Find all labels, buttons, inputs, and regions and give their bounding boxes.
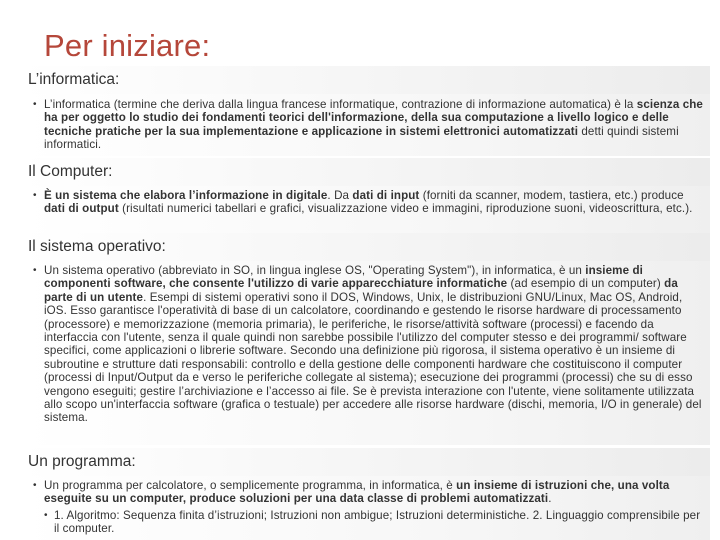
text-run: detti quindi sistemi informatici. bbox=[44, 124, 679, 152]
bullet-text bbox=[22, 479, 710, 506]
bold-text-run: scienza che ha per oggetto lo studio dei fondamenti teorici dell'informazione, della sua computazione a livello logico e delle tecniche pratiche per la sua implementazione e applicazione in sistemi elettronici automatizzati bbox=[44, 98, 703, 138]
section-sistema-operativo bbox=[22, 233, 710, 445]
section-programma bbox=[22, 448, 710, 540]
bold-text-run: insieme di componenti software, che consente l'utilizzo di varie apparecchiature informatiche bbox=[44, 264, 643, 291]
section-informatica bbox=[22, 66, 710, 156]
text-run: . Da bbox=[327, 189, 353, 202]
bold-text-run: dati di input bbox=[352, 189, 420, 202]
text-run: L’informatica (termine che deriva dalla lingua francese informatique, contrazione di informazione automatica) è la bbox=[44, 98, 637, 111]
text-run: 1. Algoritmo: Sequenza finita d’istruzioni; Istruzioni non ambigue; Istruzioni deterministiche. 2. Linguaggio comprensibile per il computer. bbox=[54, 508, 701, 536]
text-run: . bbox=[548, 492, 552, 506]
text-run: (forniti da scanner, modem, tastiera, etc.) produce bbox=[419, 189, 684, 202]
bullet-text bbox=[22, 189, 710, 216]
section-computer bbox=[22, 158, 710, 234]
bullet-text bbox=[22, 264, 710, 425]
sub-bullet-text bbox=[22, 509, 710, 536]
text-run: Un sistema operativo (abbreviato in SO, in lingua inglese OS, "Operating System"), in informatica, è un bbox=[44, 264, 586, 277]
bold-text-run: da parte di un utente bbox=[44, 277, 678, 304]
section-heading: Il sistema operativo: bbox=[22, 233, 710, 261]
text-run: (ad esempio di un computer) bbox=[507, 277, 665, 291]
section-heading: Il Computer: bbox=[22, 158, 710, 186]
bold-text-run: È un sistema che elabora l’informazione in digitale bbox=[44, 189, 328, 202]
slide-title: Per iniziare: bbox=[44, 28, 211, 63]
bullet-text bbox=[22, 98, 710, 152]
bold-text-run: un insieme di istruzioni che, una volta eseguite su un computer, produce soluzioni per una data classe di problemi automatizzati bbox=[44, 479, 670, 506]
text-run: (risultati numerici tabellari e grafici, visualizzazione video e immagini, riproduzione suoni, videoscrittura, etc.). bbox=[118, 202, 693, 216]
text-run: . Esempi di sistemi operativi sono il DOS, Windows, Unix, le distribuzioni GNU/Linux, Mac OS, Android, iOS. Esso garantisce l'operatività di base di un calcolatore, coordinando e gestendo le risorse hardware di processamento (processore) e memorizzazione (memoria primaria), le periferiche, le risorse/attività software (processi) e facendo da interfaccia con l'utente, senza il quale quindi non sarebbe possibile l'utilizzo del computer stesso e dei programmi/ software specifici, come applicazioni o librerie software. Secondo una definizione più rigorosa, il sistema operativo è un insieme di subroutine e strutture dati responsabili: controllo e della gestione delle componenti hardware che costituiscono il computer (processi di Input/Output da e verso le periferiche collegate al sistema); esecuzione dei programmi (processi) che su di esso vengono eseguiti; gestire l’archiviazione e l’accesso ai file. Se è prevista interazione con l'utente, viene solitamente utilizzata allo scopo un'interfaccia software (grafica o testuale) per accedere alle risorse hardware (dischi, memoria, I/O in generale) del sistema. bbox=[44, 290, 702, 425]
bold-text-run: dati di output bbox=[44, 202, 119, 216]
text-run: Un programma per calcolatore, o semplicemente programma, in informatica, è bbox=[44, 479, 457, 492]
section-heading: L’informatica: bbox=[22, 66, 710, 94]
section-heading: Un programma: bbox=[22, 448, 710, 476]
